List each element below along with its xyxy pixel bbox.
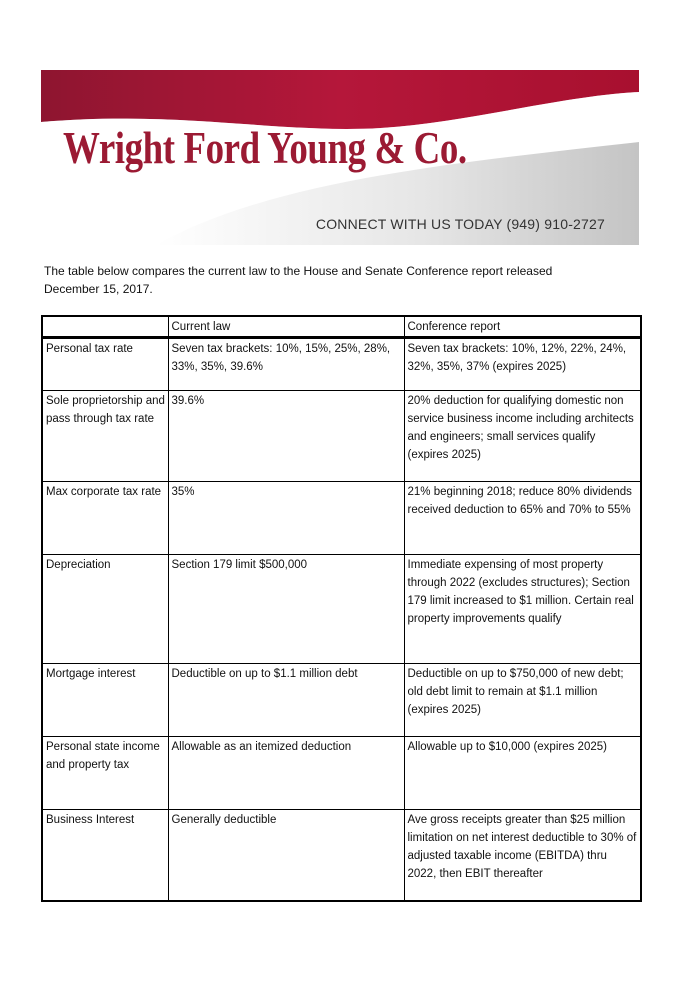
- header-banner: [41, 70, 639, 245]
- table-row: [42, 555, 641, 664]
- current-law-cell: Allowable as an itemized deduction: [168, 737, 404, 810]
- conference-report-cell: 21% beginning 2018; reduce 80% dividends received deduction to 65% and 70% to 55%: [404, 482, 641, 555]
- conference-report-cell: Allowable up to $10,000 (expires 2025): [404, 737, 641, 810]
- table-row: [42, 737, 641, 810]
- current-law-cell: Section 179 limit $500,000: [168, 555, 404, 664]
- column-header-label: [42, 316, 168, 338]
- current-law-cell: Seven tax brackets: 10%, 15%, 25%, 28%, 33%, 35%, 39.6%: [168, 338, 404, 391]
- column-header-conference-report: Conference report: [404, 316, 641, 338]
- firm-name-logo: Wright Ford Young & Co.: [63, 123, 467, 173]
- row-label: Personal tax rate: [42, 338, 168, 391]
- row-label: Max corporate tax rate: [42, 482, 168, 555]
- conference-report-cell: Deductible on up to $750,000 of new debt; old debt limit to remain at $1.1 million (expires 2025): [404, 664, 641, 737]
- table-row: [42, 810, 641, 901]
- current-law-cell: Deductible on up to $1.1 million debt: [168, 664, 404, 737]
- current-law-cell: Generally deductible: [168, 810, 404, 901]
- connect-phone: CONNECT WITH US TODAY (949) 910-2727: [315, 216, 605, 232]
- row-label: Sole proprietorship and pass through tax rate: [42, 391, 168, 482]
- table-row: [42, 482, 641, 555]
- conference-report-cell: 20% deduction for qualifying domestic non service business income including architects and engineers; small services qualify (expires 2025): [404, 391, 641, 482]
- current-law-cell: 35%: [168, 482, 404, 555]
- row-label: Business Interest: [42, 810, 168, 901]
- tax-comparison-table: [41, 315, 642, 902]
- table-row: [42, 338, 641, 391]
- conference-report-cell: Immediate expensing of most property through 2022 (excludes structures); Section 179 limit increased to $1 million. Certain real property improvements qualify: [404, 555, 641, 664]
- table-row: [42, 664, 641, 737]
- table-header-row: [42, 316, 641, 338]
- row-label: Depreciation: [42, 555, 168, 664]
- intro-paragraph: The table below compares the current law to the House and Senate Conference report released December 15, 2017.: [44, 264, 553, 296]
- table-row: [42, 391, 641, 482]
- column-header-current-law: Current law: [168, 316, 404, 338]
- row-label: Mortgage interest: [42, 664, 168, 737]
- conference-report-cell: Seven tax brackets: 10%, 12%, 22%, 24%, 32%, 35%, 37% (expires 2025): [404, 338, 641, 391]
- conference-report-cell: Ave gross receipts greater than $25 million limitation on net interest deductible to 30% of adjusted taxable income (EBITDA) thru 2022, then EBIT thereafter: [404, 810, 641, 901]
- row-label: Personal state income and property tax: [42, 737, 168, 810]
- current-law-cell: 39.6%: [168, 391, 404, 482]
